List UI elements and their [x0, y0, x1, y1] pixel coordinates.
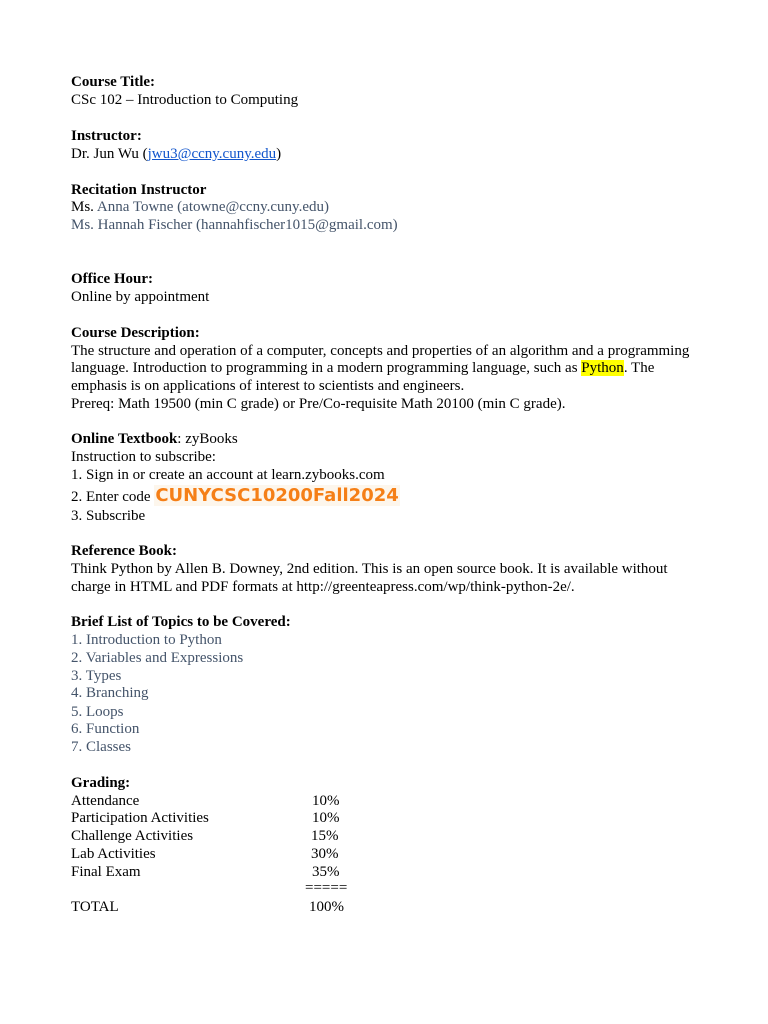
reference-line-1: Think Python by Allen B. Downey, 2nd edition. This is an open source book. It is available without [71, 561, 668, 577]
instructor-suffix: ) [276, 146, 282, 162]
grading-label: Grading: [71, 775, 131, 791]
grading-total-pct: 100% [309, 899, 344, 915]
recitation-prefix: Ms. [71, 199, 97, 215]
topics-label: Brief List of Topics to be Covered: [71, 614, 291, 630]
grading-total-label: TOTAL [71, 899, 119, 915]
grading-total-row [71, 898, 371, 916]
course-title-value: CSc 102 – Introduction to Computing [71, 92, 299, 108]
instructor-label: Instructor: [71, 128, 142, 144]
description-label: Course Description: [71, 325, 200, 341]
topic-item: 7. Classes [71, 739, 131, 755]
office-hour-value: Online by appointment [71, 289, 210, 305]
instructor-email-link[interactable]: jwu3@ccny.cuny.edu [147, 146, 277, 162]
topic-item: 2. Variables and Expressions [71, 650, 244, 666]
prereq-line: Prereq: Math 19500 (min C grade) or Pre/Co-requisite Math 20100 (min C grade). [71, 396, 566, 412]
instructor-line [71, 145, 281, 163]
subscribe-step-2 [71, 485, 400, 508]
office-hour-label: Office Hour: [71, 271, 154, 287]
subscribe-step-1: 1. Sign in or create an account at learn.zybooks.com [71, 467, 385, 483]
grading-row [71, 827, 371, 845]
textbook-value: : zyBooks [177, 431, 238, 447]
reference-label: Reference Book: [71, 543, 177, 559]
instructor-name: Dr. Jun Wu ( [71, 146, 148, 162]
textbook-label: Online Textbook [71, 431, 178, 447]
description-line-2 [71, 359, 654, 377]
grading-pct: 15% [311, 828, 339, 844]
recitation-instructor-2: Ms. Hannah Fischer (hannahfischer1015@gmail.com) [71, 217, 398, 233]
description-line-3: emphasis is on applications of interest to scientists and engineers. [71, 378, 465, 394]
description-line-1: The structure and operation of a computer, concepts and properties of an algorithm and a programming [71, 343, 690, 359]
grading-row [71, 809, 371, 827]
python-highlight: Python [581, 360, 624, 376]
zybooks-code: CUNYCSC10200Fall2024 [155, 485, 399, 506]
textbook-line [71, 430, 238, 448]
subscribe-intro: Instruction to subscribe: [71, 449, 216, 465]
recitation-line-1 [71, 198, 329, 216]
topic-item: 3. Types [71, 668, 122, 684]
subscribe-step-3: 3. Subscribe [71, 508, 146, 524]
grading-item: Lab Activities [71, 846, 156, 862]
grading-pct: 30% [311, 846, 339, 862]
grading-pct: 35% [312, 864, 340, 880]
reference-line-2: charge in HTML and PDF formats at http://greenteapress.com/wp/think-python-2e/. [71, 579, 575, 595]
grading-pct: 10% [312, 793, 340, 809]
grading-rule: ===== [305, 880, 348, 896]
grading-item: Attendance [71, 793, 140, 809]
topic-item: 1. Introduction to Python [71, 632, 222, 648]
topic-item: 5. Loops [71, 704, 124, 720]
description-line-2-text: language. Introduction to programming in a modern programming language, such as [71, 360, 582, 376]
grading-row [71, 792, 371, 810]
grading-item: Participation Activities [71, 810, 209, 826]
topic-item: 4. Branching [71, 685, 149, 701]
grading-row [71, 845, 371, 863]
description-line-2-end: . The [623, 360, 655, 376]
grading-item: Final Exam [71, 864, 141, 880]
subscribe-step-2-text: 2. Enter code [71, 489, 155, 505]
topic-item: 6. Function [71, 721, 140, 737]
recitation-label: Recitation Instructor [71, 182, 207, 198]
course-title-label: Course Title: [71, 74, 156, 90]
grading-pct: 10% [312, 810, 340, 826]
grading-item: Challenge Activities [71, 828, 194, 844]
recitation-instructor-1: Anna Towne (atowne@ccny.cuny.edu) [96, 199, 329, 215]
